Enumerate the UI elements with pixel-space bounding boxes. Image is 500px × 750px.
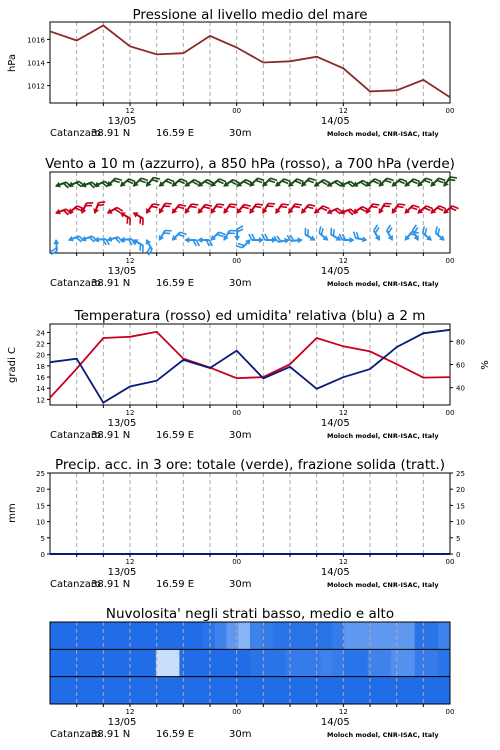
cloud-cell-medio bbox=[309, 649, 321, 677]
cloud-cell-basso bbox=[203, 677, 215, 705]
barb-head bbox=[53, 239, 59, 245]
y-tick-label: 24 bbox=[36, 329, 45, 338]
wind-barb bbox=[195, 200, 212, 217]
date-label: 14/05 bbox=[320, 116, 350, 127]
barb-head bbox=[92, 208, 99, 215]
cloud-cell-alto bbox=[250, 622, 262, 650]
cloud-cell-alto bbox=[379, 622, 391, 650]
wind-barb bbox=[376, 174, 393, 191]
cloud-cell-basso bbox=[238, 677, 250, 705]
cloud-cell-basso bbox=[250, 677, 262, 705]
wind-barb bbox=[221, 200, 237, 217]
station-lon: 16.59 E bbox=[156, 729, 195, 740]
x-tick-label: 00 bbox=[445, 257, 455, 265]
cloud-cell-alto bbox=[85, 622, 97, 650]
x-tick-label: 12 bbox=[125, 409, 135, 417]
x-tick-label: 00 bbox=[445, 708, 455, 716]
x-tick-label: 00 bbox=[445, 558, 455, 566]
cloud-cell-medio bbox=[391, 649, 403, 677]
station-name: Catanzaro bbox=[50, 579, 101, 590]
cloud-cell-medio bbox=[238, 649, 250, 677]
station-alt: 30m bbox=[229, 579, 252, 590]
wind-barb bbox=[260, 199, 275, 216]
cloud-cell-basso bbox=[438, 677, 450, 705]
wind-barb bbox=[312, 176, 329, 192]
x-tick-label: 12 bbox=[338, 708, 348, 716]
cloud-cell-basso bbox=[391, 677, 403, 705]
station-name: Catanzaro bbox=[50, 278, 101, 289]
cloud-cell-medio bbox=[74, 649, 86, 677]
date-label: 14/05 bbox=[320, 717, 350, 728]
station-name: Catanzaro bbox=[50, 729, 101, 740]
wind-barb bbox=[221, 226, 236, 243]
wind-barb bbox=[94, 236, 110, 246]
y-tick-label: 22 bbox=[36, 340, 45, 349]
cloud-cell-alto bbox=[368, 622, 380, 650]
wind-barb bbox=[182, 200, 198, 217]
cloud-cell-alto bbox=[109, 622, 121, 650]
cloud-cell-basso bbox=[403, 677, 415, 705]
y-tick-label: 16 bbox=[36, 374, 45, 383]
wind-barb bbox=[156, 226, 171, 243]
y-tick-label-right: 0 bbox=[456, 551, 461, 559]
y-tick-label-right: 80 bbox=[456, 338, 465, 347]
temp-title: Temperatura (rosso) ed umidita' relativa (blu) a 2 m bbox=[74, 308, 426, 324]
wind-barb bbox=[183, 176, 200, 192]
wind-barb bbox=[301, 228, 318, 243]
wind-barbs-10-m bbox=[50, 225, 449, 255]
cloud-cell-alto bbox=[132, 622, 144, 650]
x-tick-label: 12 bbox=[338, 558, 348, 566]
precip-ylabel: mm bbox=[7, 503, 18, 523]
y-tick-label: 18 bbox=[36, 362, 45, 371]
y-tick-label: 14 bbox=[36, 385, 45, 394]
cloud-cell-alto bbox=[191, 622, 203, 650]
barb-head bbox=[234, 236, 240, 241]
barb-head bbox=[310, 235, 317, 243]
wind-barb bbox=[431, 226, 448, 243]
wind-barb bbox=[247, 200, 263, 217]
y-tick-label: 15 bbox=[36, 502, 45, 511]
temp-ylabel: gradi C bbox=[7, 347, 18, 383]
cloud-cell-basso bbox=[50, 677, 62, 705]
x-tick-label: 12 bbox=[125, 558, 135, 566]
x-tick-label: 00 bbox=[232, 257, 242, 265]
plot-frame bbox=[50, 473, 450, 554]
x-tick-label: 00 bbox=[445, 107, 455, 115]
wind-barb bbox=[118, 175, 135, 192]
cloud-cell-medio bbox=[332, 649, 344, 677]
cloud-cell-basso bbox=[309, 677, 321, 705]
barb-head bbox=[388, 235, 396, 242]
model-credit: Moloch model, CNR-ISAC, Italy bbox=[327, 581, 439, 589]
y-tick-label: 20 bbox=[36, 351, 45, 360]
barb-head bbox=[297, 237, 303, 243]
wind-barb bbox=[299, 200, 316, 217]
wind-barb bbox=[273, 175, 290, 192]
x-tick-label: 12 bbox=[125, 708, 135, 716]
wind-barb bbox=[286, 200, 302, 217]
pressure-line bbox=[50, 26, 450, 98]
barb-head bbox=[105, 208, 112, 216]
wind-barb bbox=[376, 199, 391, 216]
wind-barb bbox=[235, 176, 252, 192]
wind-barb bbox=[208, 200, 224, 217]
cloud-cell-alto bbox=[144, 622, 156, 650]
cloud-cell-alto bbox=[403, 622, 415, 650]
cloud-cell-medio bbox=[203, 649, 215, 677]
barb-head bbox=[184, 237, 189, 243]
cloud-cell-basso bbox=[415, 677, 427, 705]
barb-head bbox=[143, 238, 151, 245]
cloud-cell-alto bbox=[215, 622, 227, 650]
cloud-cell-basso bbox=[297, 677, 309, 705]
cloud-cell-alto bbox=[426, 622, 438, 650]
date-label: 14/05 bbox=[320, 418, 350, 429]
wind-barb bbox=[67, 177, 84, 191]
wind-barb bbox=[428, 202, 445, 219]
station-lon: 16.59 E bbox=[156, 128, 195, 139]
station-name: Catanzaro bbox=[50, 128, 101, 139]
station-lon: 16.59 E bbox=[156, 579, 195, 590]
wind-barb bbox=[119, 236, 135, 246]
barb-feather bbox=[87, 200, 94, 205]
cloud-cell-basso bbox=[191, 677, 203, 705]
cloud-cell-basso bbox=[285, 677, 297, 705]
wind-barb bbox=[209, 175, 226, 192]
cloud-cell-alto bbox=[168, 622, 180, 650]
wind-barb bbox=[80, 232, 97, 246]
wind-barb bbox=[403, 175, 420, 192]
cloud-cell-basso bbox=[168, 677, 180, 705]
barb-head bbox=[156, 235, 164, 242]
cloud-cell-medio bbox=[215, 649, 227, 677]
cloud-cell-alto bbox=[274, 622, 286, 650]
cloud-cell-medio bbox=[179, 649, 191, 677]
model-credit: Moloch model, CNR-ISAC, Italy bbox=[327, 130, 439, 138]
cloud-cell-medio bbox=[285, 649, 297, 677]
date-label: 13/05 bbox=[107, 116, 137, 127]
station-lon: 16.59 E bbox=[156, 430, 195, 441]
wind-barb bbox=[299, 174, 316, 191]
cloud-cell-medio bbox=[368, 649, 380, 677]
cloud-cell-alto bbox=[438, 622, 450, 650]
date-label: 13/05 bbox=[107, 266, 137, 277]
cloud-cell-alto bbox=[285, 622, 297, 650]
precip-title: Precip. acc. in 3 ore: totale (verde), frazione solida (tratt.) bbox=[55, 457, 445, 473]
cloud-cell-alto bbox=[415, 622, 427, 650]
humidity-line bbox=[50, 330, 450, 403]
y-tick-label: 1014 bbox=[27, 59, 45, 68]
cloud-cell-medio bbox=[144, 649, 156, 677]
x-tick-label: 00 bbox=[232, 558, 242, 566]
station-lat: 38.91 N bbox=[91, 729, 131, 740]
cloud-cell-medio bbox=[156, 649, 168, 677]
cloud-cell-medio bbox=[274, 649, 286, 677]
wind-barb bbox=[273, 200, 289, 217]
barb-head bbox=[375, 235, 383, 242]
cloud-cell-medio bbox=[438, 649, 450, 677]
cloud-cell-alto bbox=[332, 622, 344, 650]
cloud-cell-alto bbox=[179, 622, 191, 650]
wind-barb bbox=[196, 176, 213, 192]
x-tick-label: 12 bbox=[338, 257, 348, 265]
wind-barb bbox=[234, 226, 243, 241]
wind-barb bbox=[351, 203, 368, 219]
model-credit: Moloch model, CNR-ISAC, Italy bbox=[327, 432, 439, 440]
cloud-cell-medio bbox=[344, 649, 356, 677]
wind-barb bbox=[415, 202, 432, 219]
y-tick-label: 1012 bbox=[27, 82, 45, 91]
cloud-cell-alto bbox=[156, 622, 168, 650]
cloud-cell-medio bbox=[50, 649, 62, 677]
date-label: 13/05 bbox=[107, 567, 137, 578]
wind-barb bbox=[66, 202, 83, 219]
wind-barb bbox=[130, 210, 147, 225]
barb-feather bbox=[99, 200, 106, 205]
cloud-cell-basso bbox=[344, 677, 356, 705]
wind-barb bbox=[315, 226, 332, 243]
barb-head bbox=[131, 210, 138, 218]
cloud-cell-basso bbox=[121, 677, 133, 705]
wind-barb bbox=[352, 232, 368, 243]
cloud-title: Nuvolosita' negli strati basso, medio e alto bbox=[105, 606, 395, 622]
wind-barbs-850-hPa bbox=[54, 199, 459, 225]
station-alt: 30m bbox=[229, 729, 252, 740]
wind-barb bbox=[390, 175, 407, 192]
cloud-cell-alto bbox=[309, 622, 321, 650]
cloud-cell-basso bbox=[321, 677, 333, 705]
wind-barb bbox=[131, 174, 148, 191]
cloud-cell-basso bbox=[132, 677, 144, 705]
cloud-cell-alto bbox=[238, 622, 250, 650]
barb-head bbox=[54, 182, 61, 189]
cloud-cell-alto bbox=[121, 622, 133, 650]
cloud-cell-basso bbox=[109, 677, 121, 705]
cloud-cell-basso bbox=[215, 677, 227, 705]
barb-head bbox=[362, 236, 368, 243]
y-tick-label-right: 20 bbox=[456, 486, 465, 495]
cloud-cell-alto bbox=[391, 622, 403, 650]
date-label: 13/05 bbox=[107, 418, 137, 429]
pressure-title: Pressione al livello medio del mare bbox=[132, 7, 368, 23]
pressure-ylabel: hPa bbox=[7, 53, 18, 73]
station-lat: 38.91 N bbox=[91, 128, 131, 139]
cloud-cell-medio bbox=[403, 649, 415, 677]
y-tick-label: 20 bbox=[36, 486, 45, 495]
y-tick-label: 0 bbox=[40, 551, 45, 559]
date-label: 14/05 bbox=[320, 567, 350, 578]
wind-barb bbox=[340, 234, 355, 243]
cloud-cell-medio bbox=[426, 649, 438, 677]
cloud-cell-alto bbox=[344, 622, 356, 650]
cloud-cell-basso bbox=[144, 677, 156, 705]
barb-head bbox=[156, 208, 164, 215]
cloud-cell-medio bbox=[191, 649, 203, 677]
wind-barb bbox=[144, 173, 161, 190]
y-tick-label-right: 15 bbox=[456, 502, 465, 511]
cloud-cell-medio bbox=[379, 649, 391, 677]
station-alt: 30m bbox=[229, 128, 252, 139]
x-tick-label: 00 bbox=[232, 107, 242, 115]
x-tick-label: 12 bbox=[338, 409, 348, 417]
cloud-cell-alto bbox=[50, 622, 62, 650]
cloud-cell-medio bbox=[356, 649, 368, 677]
cloud-cell-basso bbox=[62, 677, 74, 705]
cloud-cell-basso bbox=[85, 677, 97, 705]
wind-barb bbox=[157, 175, 174, 192]
cloud-cell-alto bbox=[356, 622, 368, 650]
barb-feather bbox=[237, 226, 243, 229]
wind-barb bbox=[325, 204, 342, 218]
cloud-cell-alto bbox=[74, 622, 86, 650]
wind-barb bbox=[325, 176, 342, 191]
wind-barb bbox=[50, 239, 60, 255]
model-credit: Moloch model, CNR-ISAC, Italy bbox=[327, 731, 439, 739]
barb-head bbox=[414, 235, 422, 242]
cloud-cell-alto bbox=[203, 622, 215, 650]
y-tick-label-right: 40 bbox=[456, 384, 465, 393]
wind-barb bbox=[156, 199, 171, 216]
wind-barb bbox=[402, 201, 419, 218]
wind-barb bbox=[286, 175, 303, 192]
cloud-cell-alto bbox=[62, 622, 74, 650]
x-tick-label: 00 bbox=[445, 409, 455, 417]
cloud-cell-medio bbox=[132, 649, 144, 677]
station-name: Catanzaro bbox=[50, 430, 101, 441]
cloud-cell-medio bbox=[109, 649, 121, 677]
y-tick-label-right: 60 bbox=[456, 361, 465, 370]
y-tick-label: 5 bbox=[40, 534, 45, 543]
cloud-cell-medio bbox=[321, 649, 333, 677]
barb-head bbox=[67, 236, 74, 243]
y-tick-label: 12 bbox=[36, 396, 45, 405]
wind-barb bbox=[428, 174, 445, 191]
cloud-cell-alto bbox=[297, 622, 309, 650]
wind-barb bbox=[370, 225, 385, 242]
cloud-cell-basso bbox=[156, 677, 168, 705]
wind-barb bbox=[383, 225, 398, 242]
barb-feather bbox=[249, 234, 252, 240]
x-tick-label: 00 bbox=[232, 708, 242, 716]
station-alt: 30m bbox=[229, 278, 252, 289]
wind-barb bbox=[105, 203, 122, 218]
station-lat: 38.91 N bbox=[91, 430, 131, 441]
y-tick-label: 1016 bbox=[27, 36, 45, 45]
wind-barb bbox=[184, 237, 199, 246]
x-tick-label: 12 bbox=[125, 107, 135, 115]
wind-barb bbox=[418, 226, 435, 243]
wind-barb bbox=[170, 228, 187, 245]
cloud-cell-basso bbox=[426, 677, 438, 705]
wind-barb bbox=[170, 175, 187, 192]
barb-head bbox=[376, 208, 384, 215]
cloud-cell-medio bbox=[121, 649, 133, 677]
y-tick-label: 25 bbox=[36, 470, 45, 478]
barb-head bbox=[350, 237, 355, 243]
y-tick-label: 10 bbox=[36, 518, 45, 527]
station-lat: 38.91 N bbox=[91, 579, 131, 590]
date-label: 14/05 bbox=[320, 266, 350, 277]
cloud-cell-medio bbox=[415, 649, 427, 677]
cloud-cell-basso bbox=[74, 677, 86, 705]
wind-barb bbox=[67, 232, 84, 246]
cloud-cell-basso bbox=[179, 677, 191, 705]
cloud-cell-basso bbox=[274, 677, 286, 705]
x-tick-label: 12 bbox=[125, 257, 135, 265]
cloud-cell-basso bbox=[379, 677, 391, 705]
date-label: 13/05 bbox=[107, 717, 137, 728]
x-tick-label: 12 bbox=[338, 107, 348, 115]
y-tick-label-right: 5 bbox=[456, 534, 461, 543]
wind-barb bbox=[338, 177, 355, 191]
cloud-cell-basso bbox=[332, 677, 344, 705]
wind-barb bbox=[260, 174, 277, 191]
cloud-cell-medio bbox=[62, 649, 74, 677]
station-lon: 16.59 E bbox=[156, 278, 195, 289]
cloud-cell-basso bbox=[356, 677, 368, 705]
wind-barb bbox=[93, 177, 110, 191]
wind-barb bbox=[389, 200, 405, 217]
wind-barb bbox=[327, 228, 344, 243]
cloud-cell-alto bbox=[321, 622, 333, 650]
cloud-cell-basso bbox=[368, 677, 380, 705]
wind-title: Vento a 10 m (azzurro), a 850 hPa (rosso), a 700 hPa (verde) bbox=[45, 156, 455, 172]
wind-barb bbox=[312, 202, 329, 219]
x-tick-label: 00 bbox=[232, 409, 242, 417]
wind-barb bbox=[249, 234, 264, 243]
station-lat: 38.91 N bbox=[91, 278, 131, 289]
wind-barb bbox=[441, 173, 457, 190]
cloud-cell-medio bbox=[85, 649, 97, 677]
y-tick-label-right: 25 bbox=[456, 470, 465, 478]
cloud-cell-medio bbox=[250, 649, 262, 677]
y-tick-label-right: 10 bbox=[456, 518, 465, 527]
model-credit: Moloch model, CNR-ISAC, Italy bbox=[327, 280, 439, 288]
cloud-cell-medio bbox=[297, 649, 309, 677]
station-alt: 30m bbox=[229, 430, 252, 441]
barb-head bbox=[54, 209, 61, 216]
humidity-ylabel: % bbox=[480, 360, 491, 370]
cloud-cell-medio bbox=[168, 649, 180, 677]
